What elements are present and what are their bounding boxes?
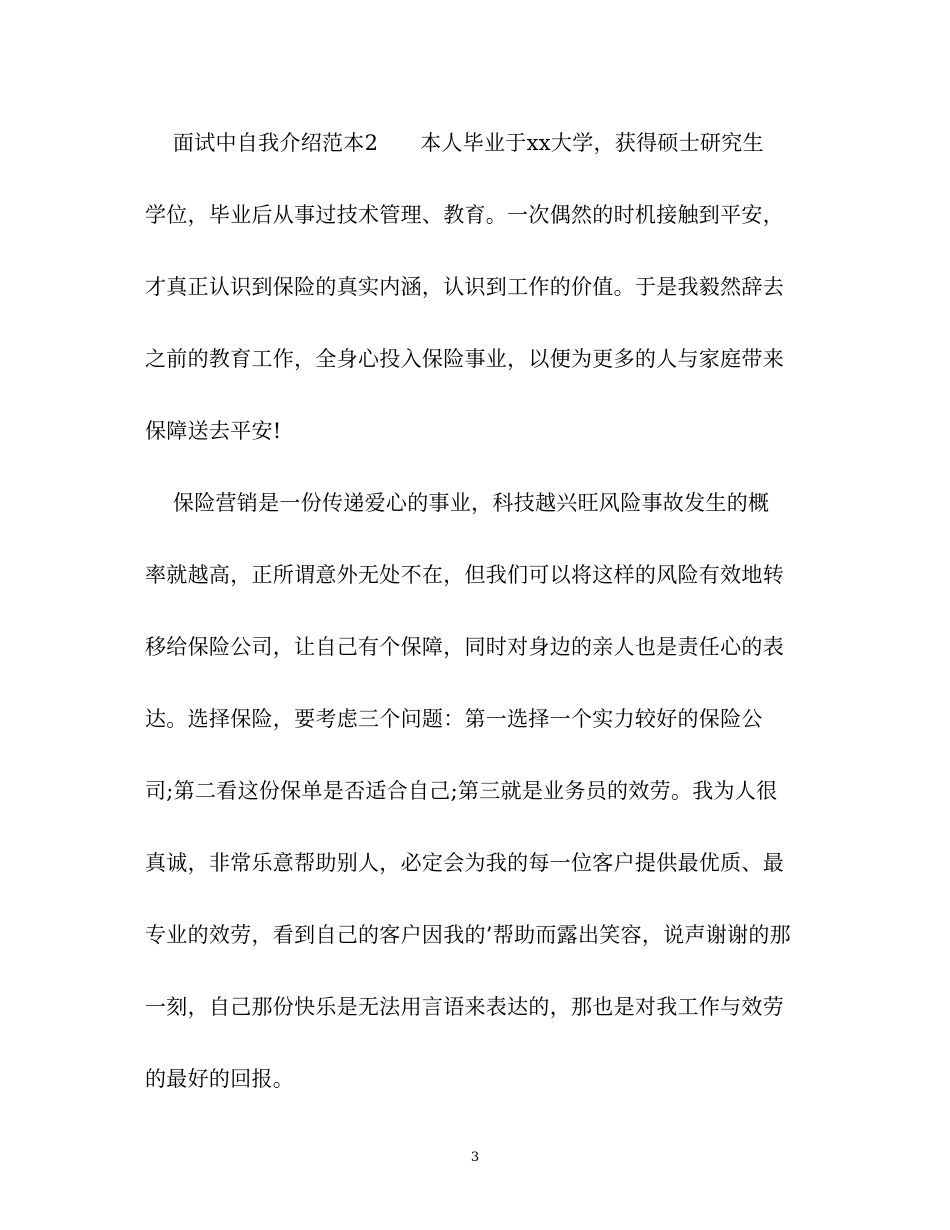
paragraph-2-line-5: 司;第二看这份保单是否适合自己;第三就是业务员的效劳。我为人很 bbox=[145, 779, 778, 803]
paragraph-2-line-9: 的最好的回报。 bbox=[145, 1067, 295, 1091]
paragraph-2-line-8: 一刻，自己那份快乐是无法用言语来表达的，那也是对我工作与效劳 bbox=[145, 995, 784, 1019]
paragraph-1-line-5: 保障送去平安! bbox=[145, 419, 282, 443]
paragraph-1-line-3: 才真正认识到保险的真实内涵，认识到工作的价值。于是我毅然辞去 bbox=[145, 275, 784, 299]
paragraph-2-line-7: 专业的效劳，看到自己的客户因我的’帮助而露出笑容，说声谢谢的那 bbox=[145, 923, 791, 947]
paragraph-2-line-1: 保险营销是一份传递爱心的事业，科技越兴旺风险事故发生的概 bbox=[145, 491, 770, 515]
paragraph-2-line-6: 真诚，非常乐意帮助别人，必定会为我的每一位客户提供最优质、最 bbox=[145, 851, 784, 875]
paragraph-1-line-4: 之前的教育工作，全身心投入保险事业，以便为更多的人与家庭带来 bbox=[145, 347, 784, 371]
paragraph-2-line-2: 率就越高，正所谓意外无处不在，但我们可以将这样的风险有效地转 bbox=[145, 563, 784, 587]
paragraph-2-line-4: 达。选择保险，要考虑三个问题：第一选择一个实力较好的保险公 bbox=[145, 707, 763, 731]
paragraph-1-line-1: 面试中自我介绍范本2 本人毕业于xx大学，获得硕士研究生 bbox=[145, 131, 764, 155]
page-number: 3 bbox=[470, 1150, 480, 1165]
paragraph-2-line-3: 移给保险公司，让自己有个保障，同时对身边的亲人也是责任心的表 bbox=[145, 635, 784, 659]
paragraph-1-line-2: 学位，毕业后从事过技术管理、教育。一次偶然的时机接触到平安， bbox=[145, 203, 784, 227]
